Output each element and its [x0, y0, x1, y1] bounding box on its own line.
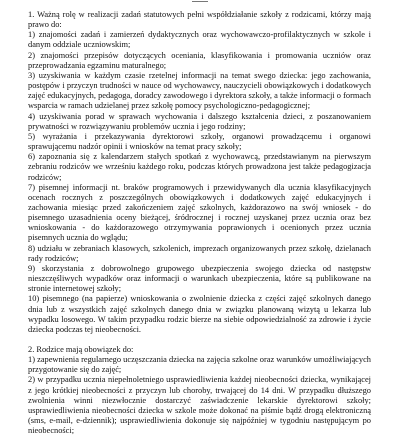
section-1-item-9: 9) skorzystania z dobrowolnego grupowego ubezpieczenia swojego dziecka od następstw nieszczęśliwych wypadków oraz informacji o warunkach ubezpieczenia, które są publikowane na stronie internetowej szkoły; [28, 263, 371, 294]
section-1-item-10: 10) pisemnego (na papierze) wnioskowania o zwolnienie dziecka z części zajęć szkolnych danego dnia lub z wszystkich zajęć szkolnych danego dnia w związku planowaną wizytą u lekarza lub wypadku losowego. W takim przypadku rodzic bierze na siebie odpowiedzialność za zdrowie i życie dziecka podczas tej nieobecności. [28, 294, 371, 334]
section-1-item-7: 7) pisemnej informacji nt. braków programowych i przewidywanych dla ucznia klasyfikacyjnych ocenach rocznych z poszczególnych obowiązkowych i dodatkowych zajęć edukacyjnych i zachowania miesiąc przed zakończeniem zajęć szkolnych, każdorazowo na swój wniosek - do pisemnego uzasadnienia oceny bieżącej, śródrocznej i rocznej uzyskanej przez ucznia oraz bez wnioskowania - do każdorazowego otrzymywania poprawionych i ocenionych przez ucznia pisemnych ucznia do wglądu; [28, 182, 371, 243]
section-1-item-6: 6) zapoznania się z kalendarzem stałych spotkań z wychowawcą, przedstawianym na pierwszym zebraniu rodziców we wrześniu każdego roku, podczas których prowadzona jest także pedagogizacja rodziców; [28, 152, 371, 182]
page-number-mark [192, 1, 208, 2]
section-1-item-3: 3) uzyskiwania w każdym czasie rzetelnej informacji na temat swego dziecka: jego zachowania, postępów i przyczyn trudności w nauce od wychowawcy, nauczycieli obowiązkowych i dodatkowych zajęć edukacyjnych, pedagoga, doradcy zawodowego i dyrektora szkoły, a także informacji o formach wsparcia w ramach udzielanej przez szkołę pomocy psychologiczno-pedagogicznej; [28, 70, 371, 111]
section-2-item-2: 2) w przypadku ucznia niepełnoletniego usprawiedliwienia każdej nieobecności dziecka, wynikającej z jego krótkiej nieobecności z przyczyn lub choroby, trwającej do 14 dni. W przypadku dłuższego zwolnienia winni niezwłocznie dostarczyć zaświadczenie lekarskie dyrektorowi szkoły; usprawiedliwienia nieobecności dziecka w szkole może dokonać na piśmie bądź drogą elektroniczną (sms, e-mail, e-dziennik); usprawiedliwienia dokonuje się najpóźniej w tygodniu następującym po nieobecności; [28, 375, 371, 436]
section-2 [28, 345, 371, 436]
section-gap [28, 335, 371, 345]
section-1-item-8: 8) udziału w zebraniach klasowych, szkolenich, imprezach organizowanych przez szkołę, dzielanach rady rodziców; [28, 243, 371, 263]
section-1-item-4: 4) uzyskiwania porad w sprawach wychowania i dalszego kształcenia dzieci, z poszanowaniem prywatności w rozwiązywaniu problemów ucznia i jego rodziny; [28, 111, 371, 131]
section-1-item-1: 1) znajomości zadań i zamierzeń dydaktycznych oraz wychowawczo-profilaktycznych w szkole i danym oddziale uczniowskim; [28, 30, 371, 50]
section-1-item-5: 5) wyrażania i przekazywania dyrektorowi szkoły, organowi prowadzącemu i organowi sprawującemu nadzór opinii i wniosków na temat pracy szkoły; [28, 131, 371, 152]
page-top-rule [28, 0, 371, 10]
section-2-intro: 2. Rodzice mają obowiązek do: [28, 345, 134, 354]
section-1-intro: 1. Ważną rolę w realizacji zadań statutowych pełni współdziałanie szkoły z rodzicami, którzy mają prawo do: [28, 10, 371, 30]
section-1-item-2: 2) znajomości przepisów dotyczących oceniania, klasyfikowania i promowania uczniów oraz przeprowadzania egzaminu maturalnego; [28, 50, 371, 70]
section-2-item-1: 1) zapewnienia regularnego uczęszczania dziecka na zajęcia szkolne oraz warunków umożliwiających przygotowanie się do zajęć; [28, 355, 371, 375]
section-1 [28, 10, 371, 335]
